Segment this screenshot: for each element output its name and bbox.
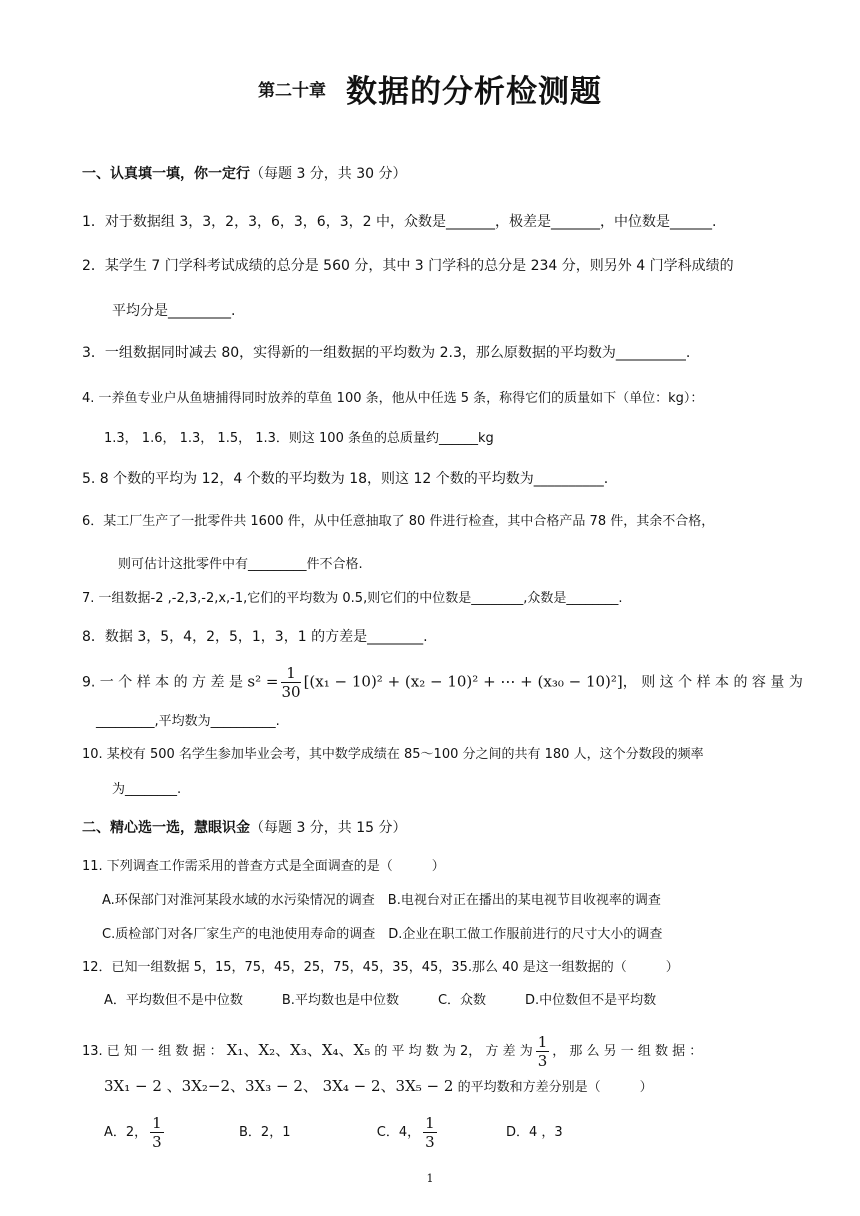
question-13-mid: 的 平 均 数 为 2， 方 差 为: [374, 1044, 533, 1059]
question-4-line1: 4. 一养鱼专业户从鱼塘捕得同时放养的草鱼 100 条，他从中任选 5 条，称得它们的质量如下（单位：kg）：: [82, 391, 704, 406]
question-9-line2: _________,平均数为__________.: [96, 714, 280, 729]
question-13-line2: [104, 1076, 653, 1098]
question-13-options: [104, 1114, 563, 1151]
question-7: 7. 一组数据-2 ,-2,3,-2,x,-1,它们的平均数为 0.5,则它们的中位数是________,众数是________.: [82, 591, 623, 606]
option-c-fraction: $\frac{1}{3}$: [425, 1114, 435, 1151]
section2-score: （每题 3 分，共 15 分）: [250, 820, 407, 836]
section2-title: 二、精心选一选，慧眼识金: [82, 820, 250, 836]
option-b: B．2，1: [239, 1125, 291, 1140]
option-c: C．4， $\frac{1}{3}$: [376, 1114, 435, 1151]
question-8: 8．数据 3，5，4，2，5，1，3，1 的方差是________.: [82, 629, 428, 645]
title-text: 数据的分析检测题: [346, 74, 602, 110]
question-3: 3．一组数据同时减去 80，实得新的一组数据的平均数为 2.3，那么原数据的平均数为__________.: [82, 345, 691, 361]
question-11-options-cd: C.质检部门对各厂家生产的电池使用寿命的调查 D.企业在职工做工作服前进行的尺寸大小的调查: [102, 927, 663, 942]
chapter-label: 第二十章: [258, 81, 326, 101]
question-11-stem: 11. 下列调查工作需采用的普查方式是全面调查的是（ ）: [82, 859, 445, 874]
fraction-one-thirtieth: $\frac{1}{30}$: [281, 664, 301, 701]
page-number: 1: [426, 1172, 434, 1185]
question-2-line2: 平均分是_________.: [112, 303, 236, 319]
question-13-transformed: 3X₁ − 2 、3X₂−2、3X₃ − 2、 3X₄ − 2、3X₅ − 2: [104, 1077, 454, 1095]
variance-formula: [(x₁ − 10)² + (x₂ − 10)² + ⋯ + (x₃₀ − 10)²]: [303, 672, 623, 691]
question-4-line2: 1.3， 1.6， 1.3， 1.5， 1.3．则这 100 条鱼的总质量约______kg: [104, 431, 494, 446]
question-12-options: A．平均数但不是中位数 B.平均数也是中位数 C．众数 D.中位数但不是平均数: [104, 993, 657, 1008]
question-2-line1: 2．某学生 7 门学科考试成绩的总分是 560 分，其中 3 门学科的总分是 234 分，则另外 4 门学科成绩的: [82, 258, 734, 274]
option-a-fraction: $\frac{1}{3}$: [152, 1114, 162, 1151]
question-9-line1: [82, 664, 803, 701]
question-10-line1: 10. 某校有 500 名学生参加毕业会考，其中数学成绩在 85～100 分之间的共有 180 人，这个分数段的频率: [82, 747, 704, 762]
question-13-line1: [82, 1033, 702, 1070]
section1-title: 一、认真填一填，你一定行: [82, 166, 250, 182]
question-6-line1: 6．某工厂生产了一批零件共 1600 件，从中任意抽取了 80 件进行检查，其中合格产品 78 件，其余不合格，: [82, 514, 715, 529]
question-1: 1．对于数据组 3，3，2，3，6，3，6，3，2 中，众数是_______，极差是_______，中位数是______.: [82, 214, 717, 230]
variance-symbol: s² =: [247, 672, 279, 691]
question-11-options-ab: A.环保部门对淮河某段水域的水污染情况的调查 B.电视台对正在播出的某电视节目收视率的调查: [102, 893, 661, 908]
question-10-line2: 为________.: [112, 782, 182, 797]
option-d: D．4 ，3: [505, 1125, 563, 1140]
question-6-line2: 则可估计这批零件中有_________件不合格.: [118, 557, 363, 572]
section1-score: （每题 3 分，共 30 分）: [250, 166, 407, 182]
question-12-stem: 12．已知一组数据 5，15，75，45，25，75，45，35，45，35.那么 40 是这一组数据的（ ）: [82, 960, 679, 975]
question-5: 5. 8 个数的平均为 12，4 个数的平均数为 18，则这 12 个数的平均数为__________.: [82, 471, 609, 487]
section2-heading: [82, 818, 407, 838]
question-9-lead: 9. 一 个 样 本 的 方 差 是: [82, 674, 243, 691]
question-13-vars: X₁、X₂、X₃、X₄、X₅: [226, 1041, 371, 1059]
question-13-tail: ， 那 么 另 一 组 数 据 ：: [552, 1044, 703, 1059]
question-13-ask: 的平均数和方差分别是（ ）: [457, 1080, 653, 1095]
question-9-tail: ， 则 这 个 样 本 的 容 量 为: [622, 674, 803, 691]
question-13-lead: 13. 已 知 一 组 数 据 ：: [82, 1044, 223, 1059]
option-a: A．2， $\frac{1}{3}$: [104, 1114, 162, 1151]
fraction-one-third: $\frac{1}{3}$: [537, 1033, 548, 1070]
section1-heading: [82, 164, 407, 184]
page-title: [0, 66, 860, 111]
